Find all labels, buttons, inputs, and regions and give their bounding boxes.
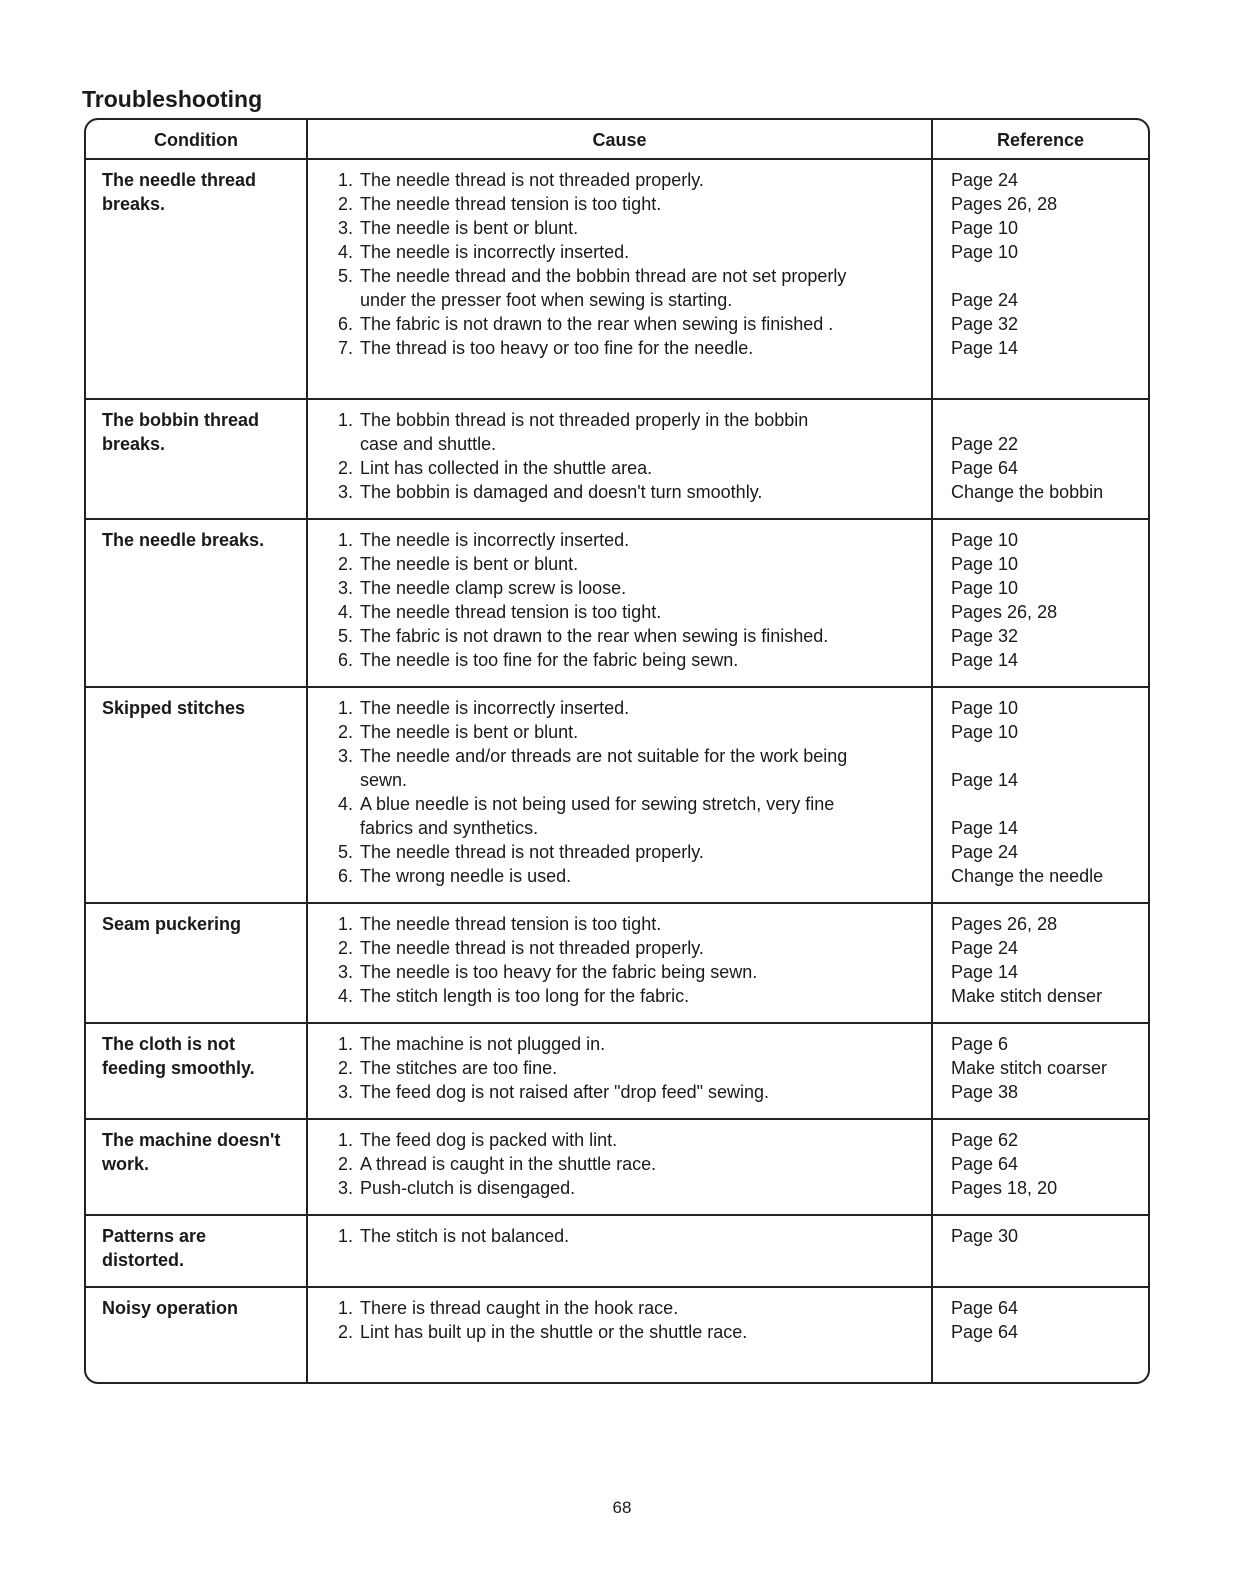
reference-text: Page 64 [951,1154,1019,1174]
reference-text: Page 10 [951,698,1019,718]
cause-line [338,312,917,336]
cause-text: The needle thread tension is too tight. [360,914,662,934]
cause-line [338,1320,917,1344]
cause-number: 2. [338,1154,354,1174]
cause-line [338,960,917,984]
cause-number: 1. [338,1034,354,1054]
reference-text: Page 64 [951,1322,1019,1342]
cause-number [338,432,360,456]
troubleshooting-table [84,118,1150,1384]
cause-number: 3. [338,578,354,598]
reference-cell [931,1024,1148,1118]
table-row [86,1022,1148,1118]
cause-text: The needle clamp screw is loose. [360,578,627,598]
reference-cell [931,1120,1148,1214]
cause-text: The needle thread is not threaded properly. [360,938,704,958]
cause-line [338,984,917,1008]
reference-text: Pages 26, 28 [951,194,1058,214]
cause-line [338,1176,917,1200]
reference-text: Change the bobbin [951,482,1104,502]
reference-text: Make stitch denser [951,986,1103,1006]
cause-text: The stitch is not balanced. [360,1226,570,1246]
cause-text: The needle thread is not threaded properly. [360,842,704,862]
cause-line [338,168,917,192]
reference-text: Page 10 [951,722,1019,742]
cause-line [338,216,917,240]
cause-number: 4. [338,794,354,814]
cause-line [338,744,917,768]
cause-number: 1. [338,170,354,190]
cause-line [338,600,917,624]
cause-number: 6. [338,314,354,334]
cause-text: A blue needle is not being used for sewing stretch, very fine [360,794,835,814]
cause-number: 5. [338,842,354,862]
table-row [86,1118,1148,1214]
reference-text: Pages 18, 20 [951,1178,1058,1198]
condition-cell: Seam puckering [102,914,242,934]
cause-number: 5. [338,266,354,286]
cause-cell [306,904,931,1022]
cause-line [338,1080,917,1104]
cause-text: The needle is incorrectly inserted. [360,530,630,550]
cause-cell [306,160,931,398]
cause-line [338,768,917,792]
cause-text: The needle thread tension is too tight. [360,602,662,622]
reference-text: Page 10 [951,578,1019,598]
reference-text: Change the needle [951,866,1104,886]
spacer [338,1344,917,1368]
cause-line [338,648,917,672]
cause-text: The thread is too heavy or too fine for the needle. [360,338,754,358]
cause-line [338,1128,917,1152]
cause-cell [306,400,931,518]
cause-number: 2. [338,1322,354,1342]
cause-text: The stitches are too fine. [360,1058,558,1078]
reference-spacer [951,744,1134,768]
cause-number: 3. [338,1178,354,1198]
condition-cell: The cloth is not feeding smoothly. [102,1034,255,1078]
cause-line [338,432,917,456]
cause-line [338,792,917,816]
table-row [86,686,1148,902]
cause-text: Push-clutch is disengaged. [360,1178,576,1198]
cause-text: The needle is too fine for the fabric being sewn. [360,650,739,670]
reference-text: Page 30 [951,1226,1019,1246]
cause-text: case and shuttle. [360,434,497,454]
cause-line [338,480,917,504]
cause-number: 6. [338,866,354,886]
reference-text: Page 24 [951,170,1019,190]
cause-number: 3. [338,482,354,502]
cause-number: 5. [338,626,354,646]
cause-text: The feed dog is not raised after "drop feed" sewing. [360,1082,770,1102]
cause-number: 3. [338,218,354,238]
cause-text: The needle is bent or blunt. [360,218,579,238]
cause-text: The bobbin is damaged and doesn't turn smoothly. [360,482,763,502]
cause-number: 2. [338,458,354,478]
cause-cell [306,1024,931,1118]
header-cause: Cause [306,120,931,158]
cause-text: The stitch length is too long for the fabric. [360,986,690,1006]
cause-text: The needle is too heavy for the fabric being sewn. [360,962,758,982]
reference-cell [931,688,1148,902]
cause-number: 2. [338,938,354,958]
cause-number: 2. [338,554,354,574]
reference-text: Page 64 [951,458,1019,478]
cause-line [338,576,917,600]
cause-line [338,864,917,888]
table-row [86,158,1148,398]
cause-line [338,696,917,720]
cause-number: 3. [338,746,354,766]
cause-line [338,720,917,744]
table-header [86,120,1148,158]
cause-text: The needle is bent or blunt. [360,554,579,574]
cause-line [338,264,917,288]
cause-text: Lint has built up in the shuttle or the shuttle race. [360,1322,748,1342]
cause-text: The needle thread and the bobbin thread are not set properly [360,266,847,286]
cause-cell [306,1120,931,1214]
reference-text: Pages 26, 28 [951,914,1058,934]
cause-text: The fabric is not drawn to the rear when sewing is finished. [360,626,829,646]
reference-spacer [951,792,1134,816]
cause-number: 1. [338,698,354,718]
cause-number: 2. [338,722,354,742]
cause-text: The needle and/or threads are not suitable for the work being [360,746,848,766]
reference-text: Make stitch coarser [951,1058,1108,1078]
condition-cell: The needle thread breaks. [102,170,257,214]
table-row [86,518,1148,686]
reference-text: Page 14 [951,962,1019,982]
cause-number: 1. [338,1130,354,1150]
reference-cell [931,904,1148,1022]
cause-line [338,816,917,840]
cause-text: fabrics and synthetics. [360,818,539,838]
cause-number: 3. [338,1082,354,1102]
cause-cell [306,1216,931,1286]
cause-line [338,1056,917,1080]
cause-line [338,936,917,960]
cause-line [338,912,917,936]
cause-number: 4. [338,242,354,262]
reference-text: Page 62 [951,1130,1019,1150]
cause-cell [306,520,931,686]
page-title: Troubleshooting [82,86,263,112]
cause-line [338,1152,917,1176]
cause-number: 1. [338,530,354,550]
cause-line [338,336,917,360]
cause-text: A thread is caught in the shuttle race. [360,1154,657,1174]
cause-number: 7. [338,338,354,358]
reference-text: Page 14 [951,338,1019,358]
cause-text: The needle thread is not threaded properly. [360,170,704,190]
condition-cell: Patterns are distorted. [102,1226,207,1270]
condition-cell: Noisy operation [102,1298,239,1318]
cause-line [338,1224,917,1248]
cause-line [338,528,917,552]
cause-line [338,192,917,216]
cause-text: The needle is incorrectly inserted. [360,242,630,262]
cause-cell [306,688,931,902]
reference-text: Page 10 [951,554,1019,574]
reference-text: Page 6 [951,1034,1009,1054]
reference-text: Page 14 [951,818,1019,838]
reference-text: Page 14 [951,650,1019,670]
reference-cell [931,520,1148,686]
cause-text: The fabric is not drawn to the rear when sewing is finished . [360,314,834,334]
reference-text: Page 10 [951,218,1019,238]
cause-text: The bobbin thread is not threaded properly in the bobbin [360,410,809,430]
reference-cell [931,1216,1148,1286]
cause-text: The wrong needle is used. [360,866,572,886]
cause-line [338,288,917,312]
cause-number: 6. [338,650,354,670]
condition-cell: The needle breaks. [102,530,265,550]
page-number: 68 [612,1498,632,1517]
reference-cell [931,160,1148,398]
reference-text: Page 32 [951,314,1019,334]
cause-number [338,288,360,312]
reference-text: Page 64 [951,1298,1019,1318]
table-row [86,902,1148,1022]
cause-number: 3. [338,962,354,982]
cause-text: The needle thread tension is too tight. [360,194,662,214]
cause-text: under the presser foot when sewing is starting. [360,290,733,310]
cause-line [338,840,917,864]
reference-text: Page 22 [951,434,1019,454]
reference-text: Page 14 [951,770,1019,790]
header-reference: Reference [931,120,1148,158]
cause-line [338,240,917,264]
cause-text: The feed dog is packed with lint. [360,1130,618,1150]
cause-number: 1. [338,914,354,934]
reference-text: Page 38 [951,1082,1019,1102]
cause-text: Lint has collected in the shuttle area. [360,458,653,478]
cause-line [338,552,917,576]
spacer [338,360,917,384]
cause-number [338,816,360,840]
cause-number: 1. [338,410,354,430]
condition-cell: The bobbin thread breaks. [102,410,259,454]
cause-line [338,456,917,480]
reference-cell [931,1288,1148,1382]
cause-number: 1. [338,1298,354,1318]
cause-number: 4. [338,602,354,622]
table-row [86,1214,1148,1286]
condition-cell: The machine doesn't work. [102,1130,281,1174]
cause-line [338,1296,917,1320]
table-row [86,398,1148,518]
reference-text: Page 24 [951,290,1019,310]
header-condition: Condition [154,130,238,150]
reference-text: Page 10 [951,530,1019,550]
cause-cell [306,1288,931,1382]
reference-cell [931,400,1148,518]
cause-text: The needle is incorrectly inserted. [360,698,630,718]
reference-text: Page 24 [951,938,1019,958]
cause-text: The needle is bent or blunt. [360,722,579,742]
reference-text: Page 10 [951,242,1019,262]
cause-number: 1. [338,1226,354,1246]
cause-number: 2. [338,194,354,214]
cause-text: The machine is not plugged in. [360,1034,606,1054]
reference-text: Page 24 [951,842,1019,862]
cause-line [338,408,917,432]
reference-spacer [951,408,1134,432]
table-row [86,1286,1148,1382]
cause-text: sewn. [360,770,408,790]
cause-number: 2. [338,1058,354,1078]
condition-cell: Skipped stitches [102,698,246,718]
cause-line [338,1032,917,1056]
cause-number: 4. [338,986,354,1006]
reference-spacer [951,264,1134,288]
cause-number [338,768,360,792]
reference-text: Pages 26, 28 [951,602,1058,622]
cause-text: There is thread caught in the hook race. [360,1298,679,1318]
cause-line [338,624,917,648]
reference-text: Page 32 [951,626,1019,646]
